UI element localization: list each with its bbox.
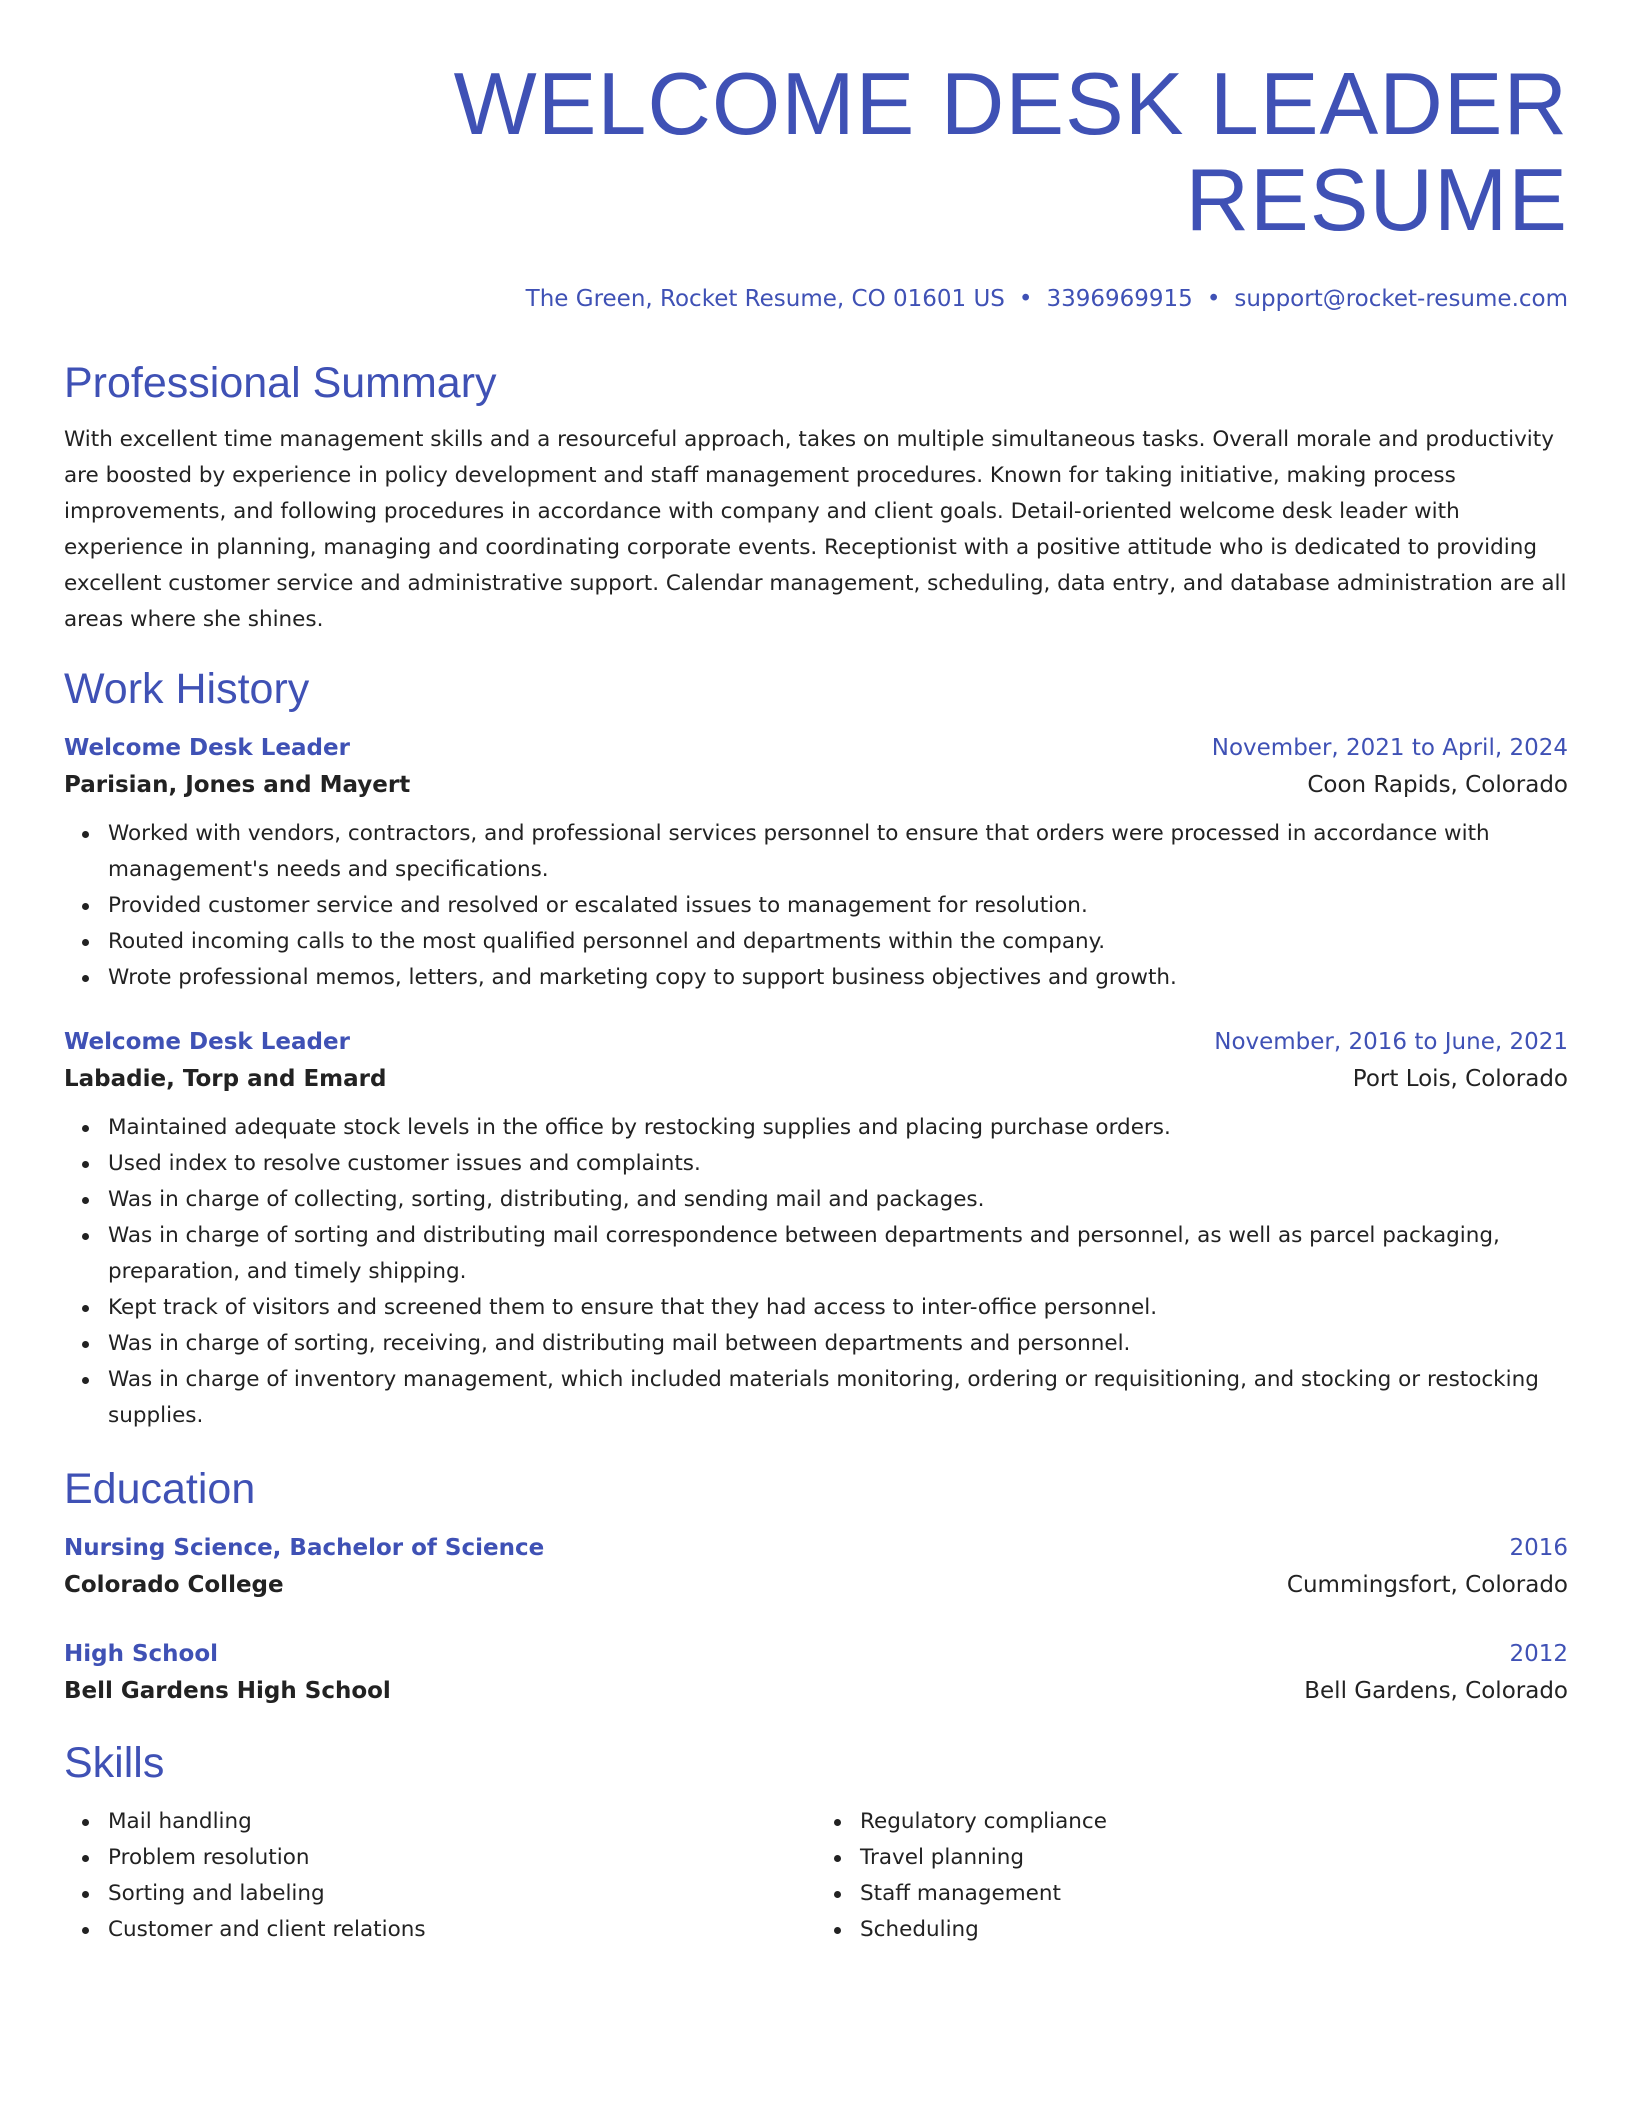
job-duty: Was in charge of collecting, sorting, distributing, and sending mail and packages. bbox=[108, 1182, 1568, 1218]
education-entry bbox=[64, 1636, 1568, 1710]
skill-item: Travel planning bbox=[860, 1840, 1568, 1876]
job-company-row bbox=[64, 1060, 1568, 1098]
job-location: Coon Rapids, Colorado bbox=[1307, 772, 1568, 798]
job-duty: Kept track of visitors and screened them to ensure that they had access to inter-office personnel. bbox=[108, 1290, 1568, 1326]
job-location: Port Lois, Colorado bbox=[1352, 1066, 1568, 1092]
job-title: Welcome Desk Leader bbox=[64, 1029, 350, 1055]
skill-item: Scheduling bbox=[860, 1912, 1568, 1948]
skills-grid bbox=[64, 1804, 1568, 1948]
education-year: 2012 bbox=[1509, 1641, 1568, 1667]
job-dates: November, 2016 to June, 2021 bbox=[1214, 1029, 1568, 1055]
education-header-row bbox=[64, 1636, 1568, 1672]
job-duty: Worked with vendors, contractors, and professional services personnel to ensure that orders were processed in accordance with management's needs and specifications. bbox=[108, 816, 1568, 888]
education-school: Bell Gardens High School bbox=[64, 1678, 391, 1704]
job-duty: Provided customer service and resolved or escalated issues to management for resolution. bbox=[108, 888, 1568, 924]
job-company-row bbox=[64, 766, 1568, 804]
work-history-heading: Work History bbox=[64, 665, 310, 713]
education-header-row bbox=[64, 1530, 1568, 1566]
skill-item: Customer and client relations bbox=[108, 1912, 816, 1948]
job-duty: Was in charge of sorting, receiving, and distributing mail between departments and personnel. bbox=[108, 1326, 1568, 1362]
job-company: Parisian, Jones and Mayert bbox=[64, 772, 411, 798]
job-entry bbox=[64, 1024, 1568, 1434]
job-duty: Routed incoming calls to the most qualified personnel and departments within the company. bbox=[108, 924, 1568, 960]
contact-email: support@rocket-resume.com bbox=[1234, 286, 1568, 312]
education-heading: Education bbox=[64, 1465, 256, 1513]
education-school: Colorado College bbox=[64, 1572, 284, 1598]
job-entry bbox=[64, 730, 1568, 996]
job-header-row bbox=[64, 1024, 1568, 1060]
skills-list-left bbox=[64, 1804, 816, 1948]
job-duty: Maintained adequate stock levels in the office by restocking supplies and placing purchase orders. bbox=[108, 1110, 1568, 1146]
skill-item: Mail handling bbox=[108, 1804, 816, 1840]
education-year: 2016 bbox=[1509, 1535, 1568, 1561]
contact-separator: • bbox=[1206, 286, 1221, 312]
education-entry bbox=[64, 1530, 1568, 1604]
skill-item: Regulatory compliance bbox=[860, 1804, 1568, 1840]
contact-separator: • bbox=[1018, 286, 1033, 312]
education-school-row bbox=[64, 1566, 1568, 1604]
skills-list-right bbox=[816, 1804, 1568, 1948]
contact-line bbox=[64, 284, 1568, 314]
job-title: Welcome Desk Leader bbox=[64, 735, 350, 761]
summary-heading: Professional Summary bbox=[64, 359, 497, 407]
job-header-row bbox=[64, 730, 1568, 766]
skill-item: Staff management bbox=[860, 1876, 1568, 1912]
skills-heading: Skills bbox=[64, 1739, 165, 1787]
job-duties-list bbox=[64, 1110, 1568, 1434]
resume-title: WELCOME DESK LEADER RESUME bbox=[453, 54, 1568, 249]
job-duty: Was in charge of sorting and distributing mail correspondence between departments and personnel, as well as parcel packaging, preparation, and timely shipping. bbox=[108, 1218, 1568, 1290]
job-duty: Used index to resolve customer issues and complaints. bbox=[108, 1146, 1568, 1182]
education-location: Cummingsfort, Colorado bbox=[1286, 1572, 1568, 1598]
job-dates: November, 2021 to April, 2024 bbox=[1211, 735, 1568, 761]
job-duty: Was in charge of inventory management, which included materials monitoring, ordering or requisitioning, and stocking or restocking supplies. bbox=[108, 1362, 1568, 1434]
job-duty: Wrote professional memos, letters, and marketing copy to support business objectives and growth. bbox=[108, 960, 1568, 996]
education-degree: High School bbox=[64, 1641, 219, 1667]
job-duties-list bbox=[64, 816, 1568, 996]
contact-phone: 3396969915 bbox=[1046, 286, 1193, 312]
summary-text: With excellent time management skills and a resourceful approach, takes on multiple simultaneous tasks. Overall morale and productivity are boosted by experience in policy development and staff management procedures. Known for taking initiative, making process improvements, and following procedures in accordance with company and client goals. Detail-oriented welcome desk leader with experience in planning, managing and coordinating corporate events. Receptionist with a positive attitude who is dedicated to providing excellent customer service and administrative support. Calendar management, scheduling, data entry, and database administration are all areas where she shines. bbox=[64, 427, 1567, 632]
contact-address: The Green, Rocket Resume, CO 01601 US bbox=[525, 286, 1005, 312]
skill-item: Sorting and labeling bbox=[108, 1876, 816, 1912]
education-school-row bbox=[64, 1672, 1568, 1710]
education-location: Bell Gardens, Colorado bbox=[1304, 1678, 1568, 1704]
education-degree: Nursing Science, Bachelor of Science bbox=[64, 1535, 545, 1561]
job-company: Labadie, Torp and Emard bbox=[64, 1066, 387, 1092]
skill-item: Problem resolution bbox=[108, 1840, 816, 1876]
